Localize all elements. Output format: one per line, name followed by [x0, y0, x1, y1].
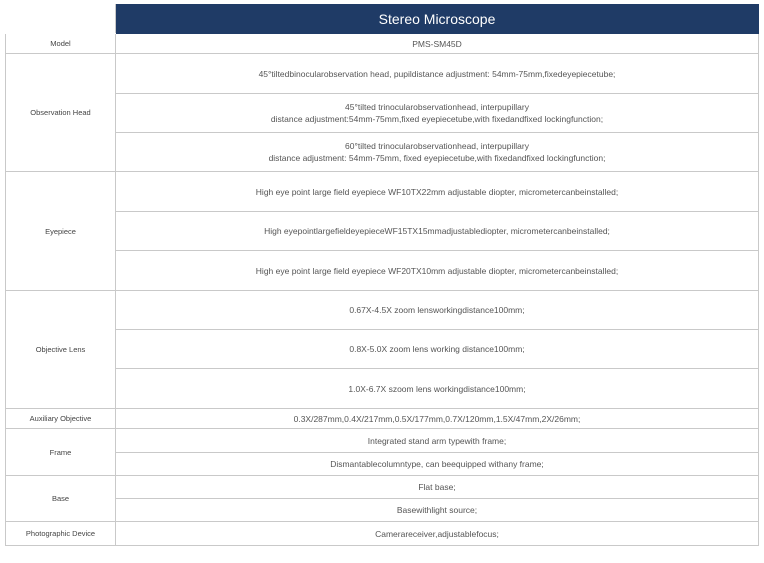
row-label-eyepiece: Eyepiece: [6, 172, 116, 291]
row-value-eyepiece: High eye point large field eyepiece WF10TX22mm adjustable diopter, micrometercanbeinstalled;: [116, 172, 759, 212]
table-row: [6, 522, 759, 546]
spec-body: [6, 34, 759, 546]
row-label-base: Base: [6, 476, 116, 522]
table-row: [6, 34, 759, 54]
table-row: [6, 429, 759, 453]
row-value-photographic-device: Camerareceiver,adjustablefocus;: [116, 522, 759, 546]
row-label-observation-head: Observation Head: [6, 54, 116, 172]
row-value-eyepiece: High eyepointlargefieldeyepieceWF15TX15mmadjustablediopter, micrometercanbeinstalled;: [116, 212, 759, 251]
row-value-auxiliary-objective: 0.3X/287mm,0.4X/217mm,0.5X/177mm,0.7X/120mm,1.5X/47mm,2X/26mm;: [116, 409, 759, 429]
row-value-objective-lens: 1.0X-6.7X szoom lens workingdistance100mm;: [116, 369, 759, 409]
row-value-frame: Dismantablecolumntype, can beequipped withany frame;: [116, 453, 759, 476]
table-row: [6, 172, 759, 212]
row-label-model: Model: [6, 34, 116, 54]
table-row: [6, 251, 759, 291]
title-row: [6, 5, 759, 34]
row-value-base: Basewithlight source;: [116, 499, 759, 522]
table-row: [6, 94, 759, 133]
row-value-model: PMS-SM45D: [116, 34, 759, 54]
table-row: [6, 369, 759, 409]
row-label-frame: Frame: [6, 429, 116, 476]
row-value-frame: Integrated stand arm typewith frame;: [116, 429, 759, 453]
table-row: [6, 499, 759, 522]
table-row: [6, 330, 759, 369]
table-row: [6, 291, 759, 330]
table-title: Stereo Microscope: [116, 5, 759, 34]
spec-table-container: [5, 4, 758, 546]
title-spacer: [6, 5, 116, 34]
row-label-photographic-device: Photographic Device: [6, 522, 116, 546]
row-value-observation-head: 60°tilted trinocularobservationhead, interpupillary distance adjustment: 54mm-75mm, fixed eyepiecetube,with fixedandfixed lockingfunction;: [116, 133, 759, 172]
row-value-base: Flat base;: [116, 476, 759, 499]
row-value-objective-lens: 0.8X-5.0X zoom lens working distance100mm;: [116, 330, 759, 369]
table-row: [6, 453, 759, 476]
row-label-auxiliary-objective: Auxiliary Objective: [6, 409, 116, 429]
row-value-observation-head: 45°tilted trinocularobservationhead, interpupillary distance adjustment:54mm-75mm,fixed eyepiecetube,with fixedandfixed lockingfunction;: [116, 94, 759, 133]
row-value-observation-head: 45°tiltedbinocularobservation head, pupildistance adjustment: 54mm-75mm,fixedeyepiecetube;: [116, 54, 759, 94]
table-row: [6, 409, 759, 429]
table-row: [6, 476, 759, 499]
row-value-eyepiece: High eye point large field eyepiece WF20TX10mm adjustable diopter, micrometercanbeinstalled;: [116, 251, 759, 291]
table-row: [6, 54, 759, 94]
row-label-objective-lens: Objective Lens: [6, 291, 116, 409]
table-row: [6, 212, 759, 251]
row-value-objective-lens: 0.67X-4.5X zoom lensworkingdistance100mm;: [116, 291, 759, 330]
table-row: [6, 133, 759, 172]
spec-table: [5, 4, 759, 546]
